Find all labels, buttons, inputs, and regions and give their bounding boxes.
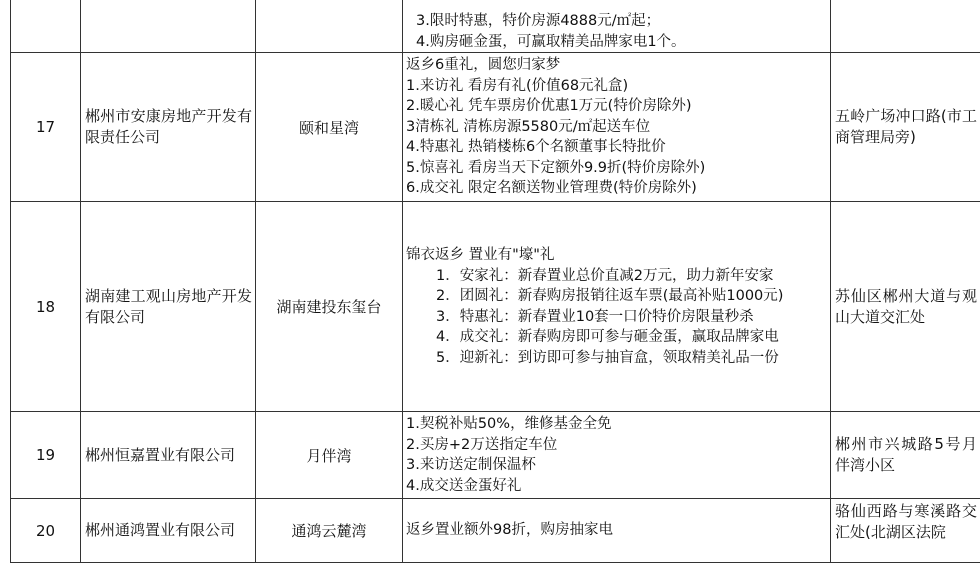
promotion-details [403,202,831,412]
promotion-details [403,53,831,202]
row-number: 17 [11,53,81,202]
promotion-details [403,0,831,53]
row-number: 18 [11,202,81,412]
promo-line: 返乡6重礼，圆您归家梦 [406,57,561,74]
promo-line: 1.来访礼 看房有礼(价值68元礼盒) [406,77,629,94]
table-row [11,0,980,53]
company-name: 湖南建工观山房地产开发有限公司 [81,202,256,412]
promotion-details [403,412,831,499]
promo-line: 返乡置业额外98折，购房抽家电 [406,522,613,539]
address: 郴州市兴城路5号月伴湾小区 [831,412,980,499]
promo-line: 4．成交礼：新春购房即可参与砸金蛋，赢取品牌家电 [436,329,779,345]
row-number [11,0,81,53]
promo-line: 5．迎新礼：到访即可参与抽盲盒，领取精美礼品一份 [436,349,779,366]
company-name [81,0,256,53]
promo-line: 5.惊喜礼 看房当天下定额外9.9折(特价房除外) [406,159,706,176]
promo-line: 2.暖心礼 凭车票房价优惠1万元(特价房除外) [406,98,692,115]
row-number: 19 [11,412,81,499]
table-row [11,202,980,412]
project-name: 月伴湾 [256,412,403,499]
promotion-table [10,0,980,563]
company-name: 郴州通鸿置业有限公司 [81,499,256,563]
address [831,0,980,53]
promo-line: 3清栋礼 清栋房源5580元/㎡起送车位 [406,118,651,135]
promo-line: 1.契税补贴50%，维修基金全免 [406,416,612,432]
project-name: 通鸿云麓湾 [256,499,403,563]
project-name [256,0,403,53]
table-row [11,412,980,499]
promo-line: 2．团圆礼：新春购房报销往返车票(最高补贴1000元) [436,288,784,304]
address: 苏仙区郴州大道与观山大道交汇处 [831,202,980,412]
table-row [11,53,980,202]
project-name: 颐和星湾 [256,53,403,202]
promo-line: 3.来访送定制保温杯 [406,457,536,473]
promo-line: 3．特惠礼：新春置业10套一口价特价房限量秒杀 [436,308,754,325]
address: 五岭广场冲口路(市工商管理局旁) [831,53,980,202]
table-row [11,499,980,563]
company-name: 郴州恒嘉置业有限公司 [81,412,256,499]
promo-line: 4.成交送金蛋好礼 [406,477,522,494]
promo-line: 4.购房砸金蛋，可赢取精美品牌家电1个。 [416,33,686,50]
company-name: 郴州市安康房地产开发有限责任公司 [81,53,256,202]
row-number: 20 [11,499,81,563]
promo-line: 6.成交礼 限定名额送物业管理费(特价房除外) [406,180,697,197]
promo-line: 4.特惠礼 热销楼栋6个名额董事长特批价 [406,139,666,156]
promo-line: 2.买房+2万送指定车位 [406,436,558,453]
promo-line: 1．安家礼：新春置业总价直减2万元，助力新年安家 [436,267,774,284]
address: 骆仙西路与寒溪路交汇处(北湖区法院 [831,499,980,563]
promo-title: 锦衣返乡 置业有"壕"礼 [406,247,555,263]
promotion-details [403,499,831,563]
project-name: 湖南建投东玺台 [256,202,403,412]
promo-line: 3.限时特惠，特价房源4888元/㎡起； [416,13,661,29]
